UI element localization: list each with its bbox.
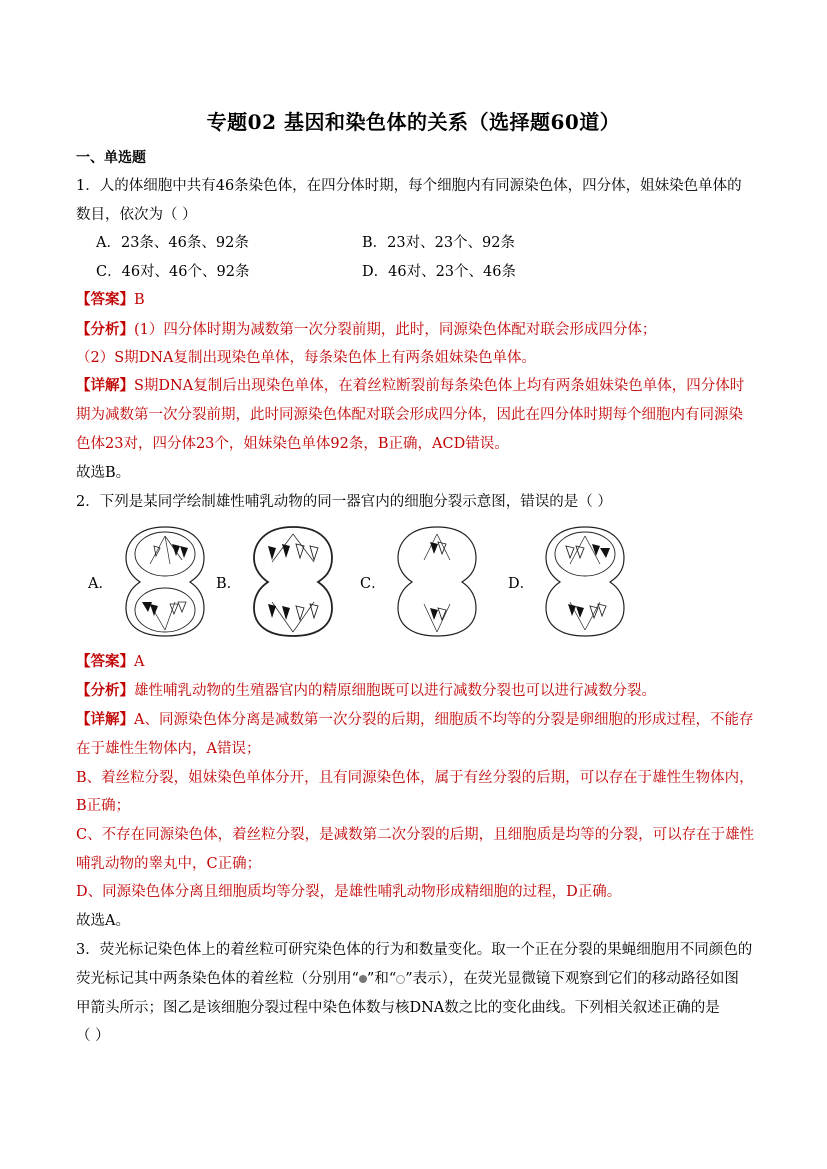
q3-stem-line-3: 甲箭头所示；图乙是该细胞分裂过程中染色体数与核DNA数之比的变化曲线。下列相关叙述正确的是 <box>76 1000 720 1016</box>
q1-analysis-1 <box>76 320 656 340</box>
answer-tag: 【答案】 <box>76 653 134 670</box>
q1-option-c: C．46对、46个、92条 <box>96 264 250 280</box>
analysis-text: (1）四分体时期为减数第一次分裂前期，此时，同源染色体配对联会形成四分体； <box>134 322 657 338</box>
q2-detail-b-1: B、着丝粒分裂，姐妹染色单体分开，且有同源染色体，属于有丝分裂的后期，可以存在于雄性生物体内， <box>76 770 754 786</box>
detail-tag: 【详解】 <box>76 377 134 394</box>
figure-a <box>88 524 228 640</box>
analysis-text: 雄性哺乳动物的生殖器官内的精原细胞既可以进行减数分裂也可以进行减数分裂。 <box>134 683 656 699</box>
q3-stem-part-2: ”和“ <box>366 971 397 987</box>
q1-analysis-2: （2）S期DNA复制出现染色单体，每条染色体上有两条姐妹染色单体。 <box>76 350 536 366</box>
q2-conclusion: 故选A。 <box>76 913 130 929</box>
q1-answer <box>76 290 145 310</box>
q1-conclusion: 故选B。 <box>76 465 131 481</box>
q1-option-b: B．23对、23个、92条 <box>362 235 516 251</box>
figure-b <box>216 524 356 640</box>
q1-option-d: D．46对、23个、46条 <box>362 264 516 280</box>
answer-tag: 【答案】 <box>76 291 134 308</box>
q3-stem-part-3: ”表示），在荧光显微镜下观察到它们的移动路径如图 <box>405 971 739 987</box>
cell-diagram-a <box>120 524 210 640</box>
page-title: 专题02 基因和染色体的关系（选择题60道） <box>206 110 621 134</box>
figure-b-label: B． <box>216 576 242 592</box>
q3-stem-line-1: 3．荧光标记染色体上的着丝粒可研究染色体的行为和数量变化。取一个正在分裂的果蝇细胞用不同颜色的 <box>76 942 753 958</box>
analysis-tag: 【分析】 <box>76 321 134 338</box>
q2-detail-c-1: C、不存在同源染色体，着丝粒分裂，是减数第二次分裂的后期，且细胞质是均等的分裂，可以存在于雄性 <box>76 827 755 843</box>
q3-stem-line-4: （ ） <box>76 1028 110 1044</box>
answer-value: B <box>134 292 145 308</box>
detail-tag: 【详解】 <box>76 711 134 728</box>
q2-stem: 2．下列是某同学绘制雄性哺乳动物的同一器官内的细胞分裂示意图，错误的是（ ） <box>76 494 612 510</box>
dark-dot-icon <box>359 975 367 983</box>
q2-figure-row <box>88 524 648 640</box>
figure-a-label: A． <box>88 576 113 592</box>
figure-d-label: D． <box>508 576 535 592</box>
detail-text: S期DNA复制后出现染色单体，在着丝粒断裂前每条染色体上均有两条姐妹染色单体，四分体时 <box>134 378 745 394</box>
q3-stem-part-1: 荧光标记其中两条染色体的着丝粒（分别用“ <box>76 971 359 987</box>
q1-detail-1 <box>76 376 744 396</box>
analysis-tag: 【分析】 <box>76 682 134 699</box>
detail-text: A、同源染色体分离是减数第一次分裂的后期，细胞质不均等的分裂是卵细胞的形成过程，不能存 <box>134 712 754 728</box>
q2-detail-c-2: 哺乳动物的睾丸中，C正确； <box>76 856 262 872</box>
q1-detail-2: 期为减数第一次分裂前期，此时同源染色体配对联会形成四分体，因此在四分体时期每个细胞内有同源染 <box>76 407 743 423</box>
q1-detail-3: 色体23对，四分体23个，姐妹染色单体92条，B正确，ACD错误。 <box>76 436 509 452</box>
q1-stem-line-2: 数目，依次为（ ） <box>76 207 197 223</box>
section-heading: 一、单选题 <box>76 150 146 166</box>
q2-detail-a-2: 在于雄性生物体内，A错误； <box>76 741 261 757</box>
q2-analysis <box>76 681 656 701</box>
figure-c <box>360 524 500 640</box>
cell-diagram-c <box>392 524 482 640</box>
q3-stem-line-2 <box>76 969 739 989</box>
figure-d <box>508 524 648 640</box>
q2-detail-d: D、同源染色体分离且细胞质均等分裂，是雄性哺乳动物形成精细胞的过程，D正确。 <box>76 884 622 900</box>
q1-option-a: A．23条、46条、92条 <box>96 235 249 251</box>
q2-answer <box>76 652 144 672</box>
answer-value: A <box>134 654 145 670</box>
cell-diagram-b <box>248 524 338 640</box>
q2-detail-a-1 <box>76 710 753 730</box>
light-dot-icon <box>396 975 405 984</box>
q2-detail-b-2: B正确； <box>76 798 131 814</box>
q1-stem-line-1: 1．人的体细胞中共有46条染色体，在四分体时期，每个细胞内有同源染色体，四分体，姐妹染色单体的 <box>76 178 742 194</box>
figure-c-label: C． <box>360 576 386 592</box>
cell-diagram-d <box>540 524 630 640</box>
